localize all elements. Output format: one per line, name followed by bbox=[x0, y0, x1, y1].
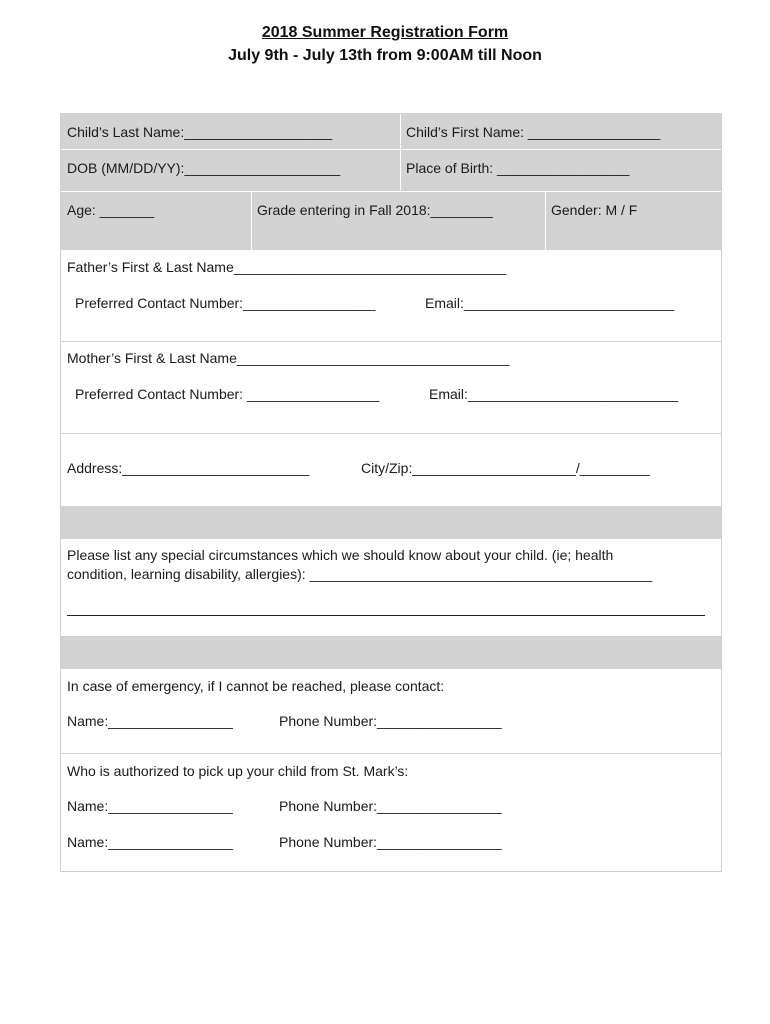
divider-band bbox=[61, 506, 721, 539]
pickup-phone-field-1[interactable]: Phone Number:________________ bbox=[279, 798, 502, 814]
emergency-intro: In case of emergency, if I cannot be reached, please contact: bbox=[67, 678, 445, 694]
form-title: 2018 Summer Registration Form bbox=[261, 24, 509, 41]
gender-field[interactable]: Gender: M / F bbox=[551, 202, 638, 218]
mother-contact-field[interactable]: Preferred Contact Number: _________________ bbox=[75, 386, 380, 402]
form-subtitle: July 9th - July 13th from 9:00AM till Noon bbox=[228, 47, 542, 64]
registration-form bbox=[60, 113, 722, 872]
divider-band bbox=[61, 636, 721, 669]
pickup-phone-field-2[interactable]: Phone Number:________________ bbox=[279, 834, 502, 850]
section-divider bbox=[61, 753, 721, 754]
section-divider bbox=[61, 433, 721, 434]
father-contact-field[interactable]: Preferred Contact Number:_________________ bbox=[75, 295, 376, 311]
child-first-name-field[interactable]: Child’s First Name: _________________ bbox=[406, 124, 661, 140]
mother-email-field[interactable]: Email:___________________________ bbox=[429, 386, 679, 402]
emergency-name-field[interactable]: Name:________________ bbox=[67, 713, 233, 729]
row-divider bbox=[61, 149, 721, 150]
special-circumstances-line[interactable] bbox=[67, 615, 705, 616]
column-divider bbox=[400, 114, 401, 191]
emergency-phone-field[interactable]: Phone Number:________________ bbox=[279, 713, 502, 729]
address-field[interactable]: Address:________________________ bbox=[67, 460, 310, 476]
pickup-intro: Who is authorized to pick up your child from St. Mark’s: bbox=[67, 763, 409, 779]
column-divider bbox=[251, 191, 252, 250]
special-circumstances-prompt: Please list any special circumstances which we should know about your child. (ie; health bbox=[67, 547, 614, 563]
pickup-name-field-1[interactable]: Name:________________ bbox=[67, 798, 233, 814]
pickup-name-field-2[interactable]: Name:________________ bbox=[67, 834, 233, 850]
section-divider bbox=[61, 341, 721, 342]
child-last-name-field[interactable]: Child’s Last Name:___________________ bbox=[67, 124, 333, 140]
mother-name-field[interactable]: Mother’s First & Last Name___________________________________ bbox=[67, 350, 510, 366]
age-field[interactable]: Age: _______ bbox=[67, 202, 155, 218]
row-divider bbox=[61, 191, 721, 192]
special-circumstances-field[interactable]: condition, learning disability, allergies): ____________________________________________ bbox=[67, 566, 653, 582]
dob-field[interactable]: DOB (MM/DD/YY):____________________ bbox=[67, 160, 341, 176]
column-divider bbox=[545, 191, 546, 250]
city-zip-field[interactable]: City/Zip:_____________________/_________ bbox=[361, 460, 650, 476]
father-email-field[interactable]: Email:___________________________ bbox=[425, 295, 675, 311]
father-name-field[interactable]: Father’s First & Last Name___________________________________ bbox=[67, 259, 507, 275]
grade-field[interactable]: Grade entering in Fall 2018:________ bbox=[257, 202, 493, 218]
place-of-birth-field[interactable]: Place of Birth: _________________ bbox=[406, 160, 630, 176]
